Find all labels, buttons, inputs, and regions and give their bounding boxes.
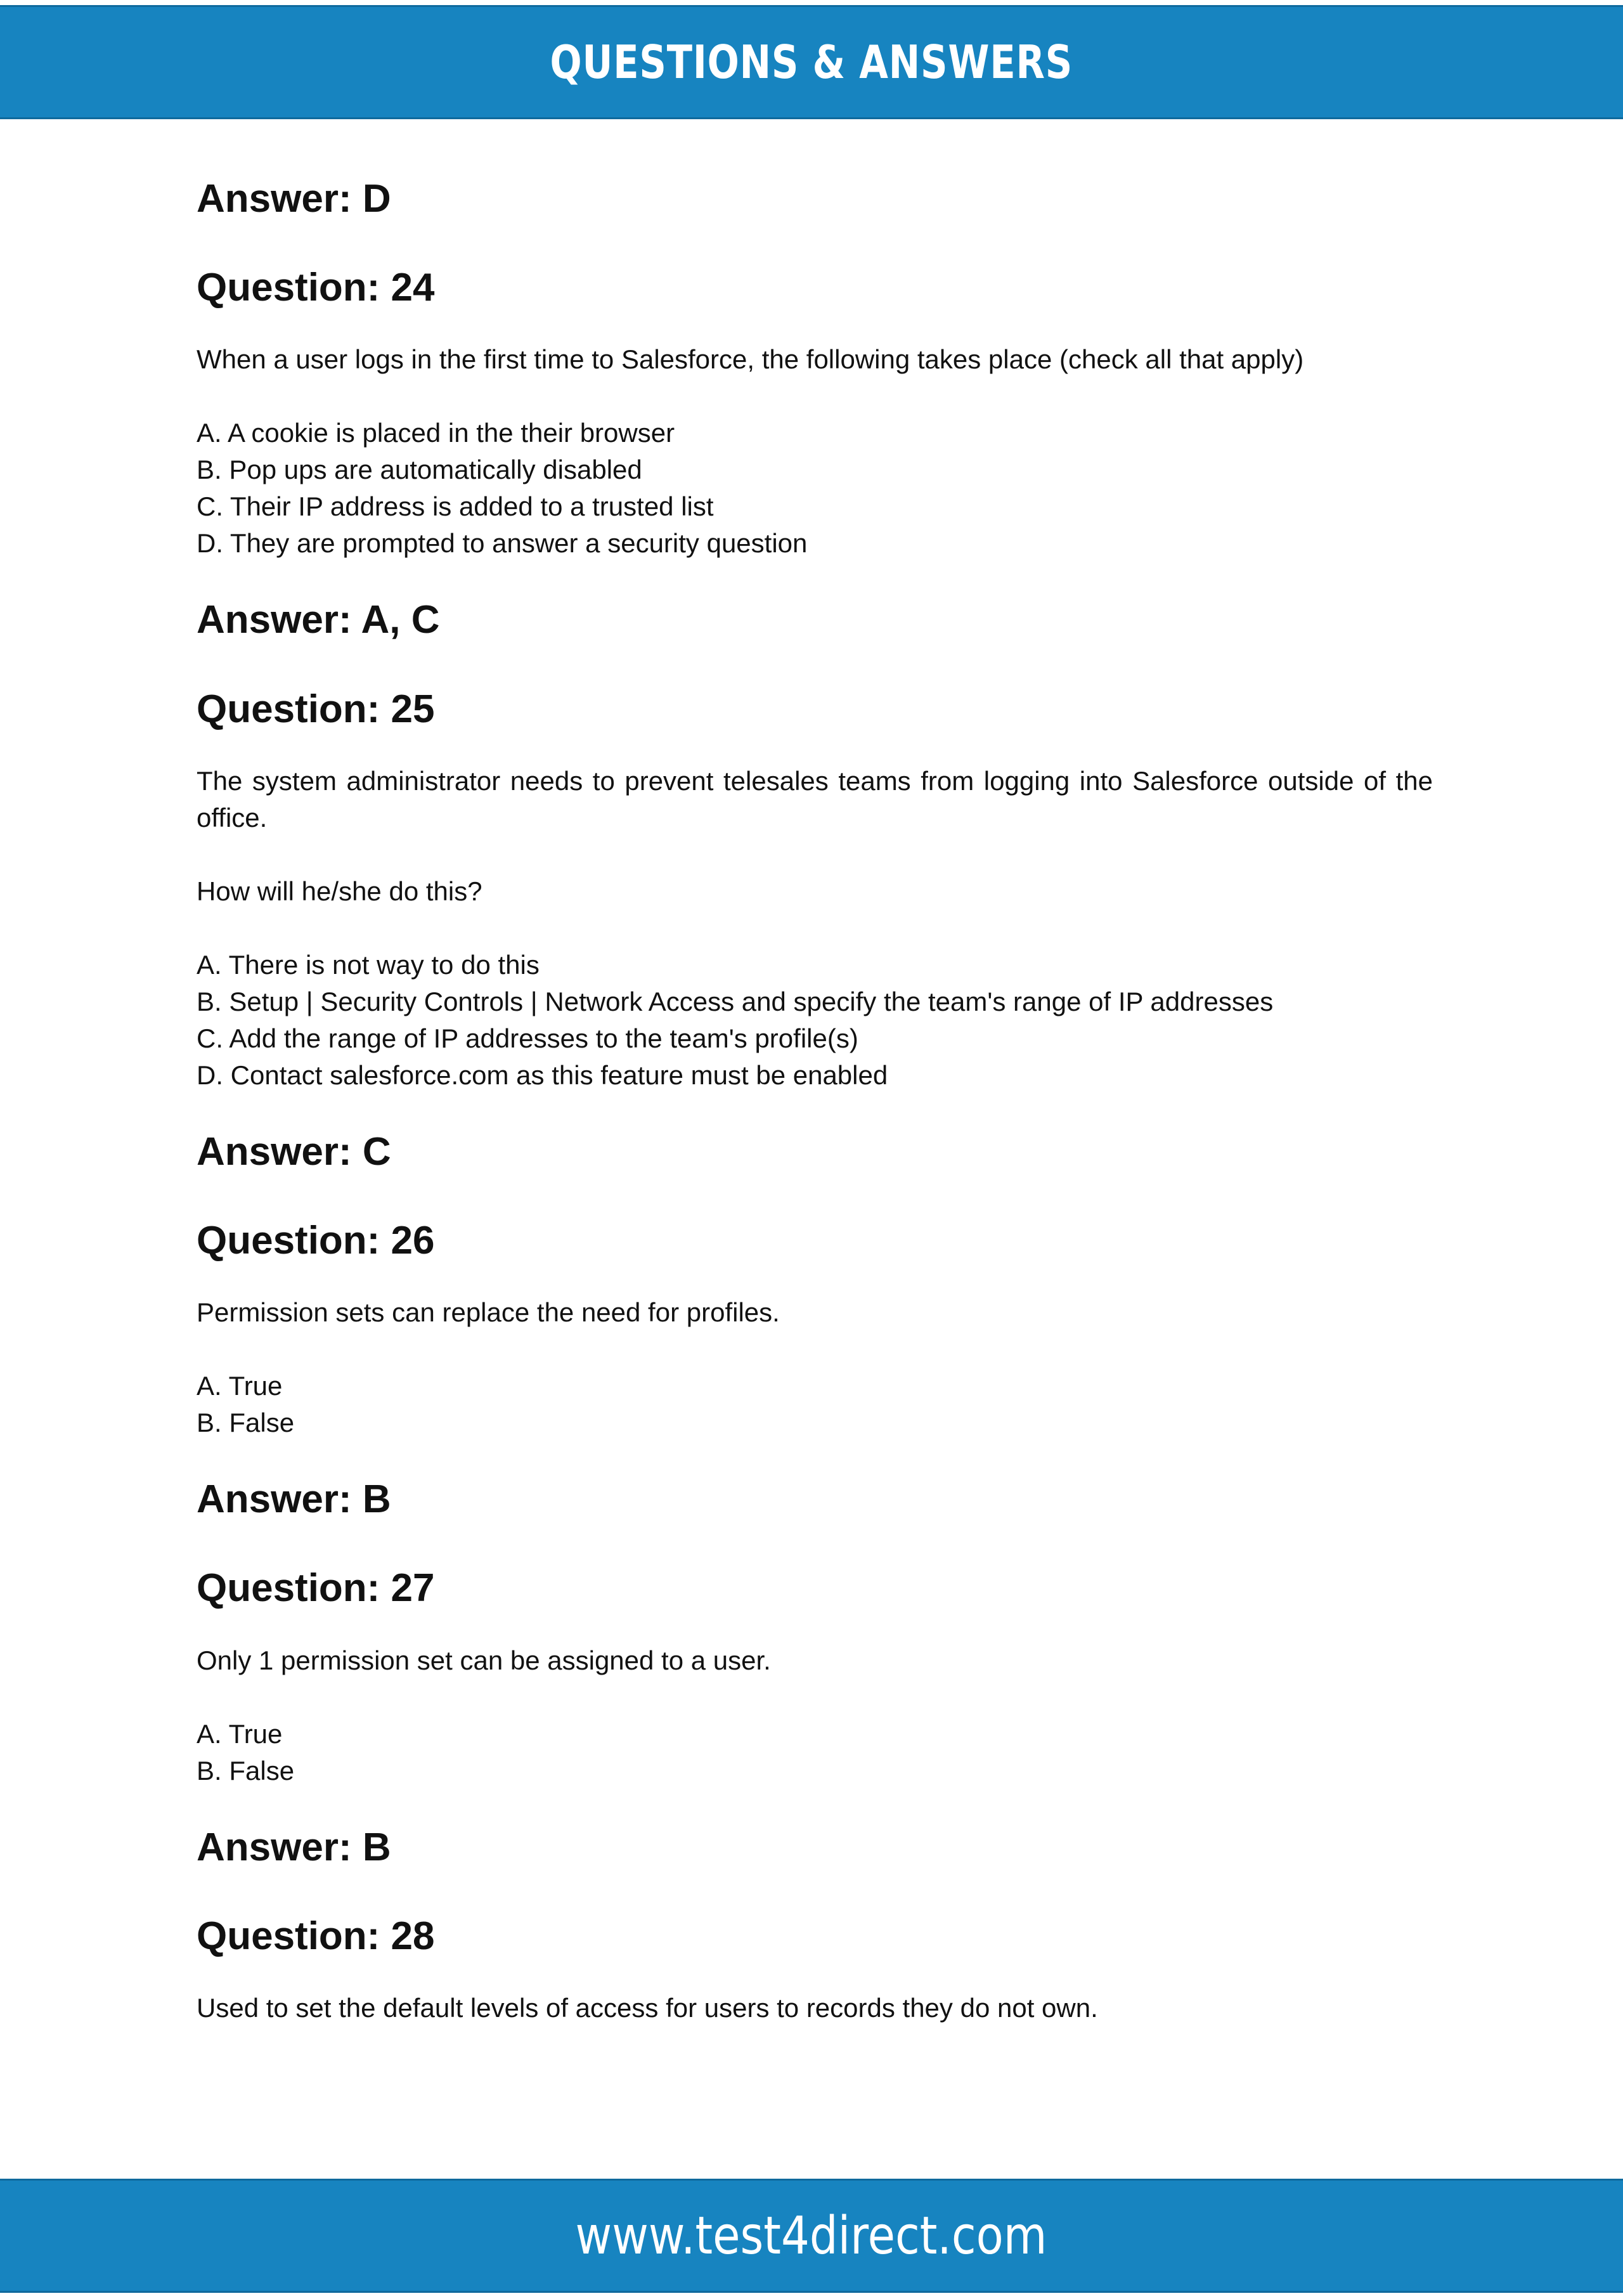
option-item: A. A cookie is placed in the their browser	[197, 418, 675, 448]
option-item: A. True	[197, 1718, 283, 1749]
question-text: Only 1 permission set can be assigned to a user.	[197, 1645, 771, 1675]
option-list	[197, 415, 1433, 562]
header-title: QUESTIONS & ANSWERS	[550, 36, 1073, 89]
option-item: B. False	[197, 1755, 295, 1786]
question-block-25	[197, 688, 1433, 1174]
question-block-27	[197, 1567, 1433, 1869]
option-item: B. Setup | Security Controls | Network Access and specify the team's range of IP addresses	[197, 986, 1274, 1016]
question-text: When a user logs in the first time to Salesforce, the following takes place (check all that apply)	[197, 344, 1304, 375]
document-body	[197, 178, 1433, 2063]
footer-banner	[0, 2179, 1623, 2293]
question-subtext: How will he/she do this?	[197, 876, 482, 906]
option-item: C. Their IP address is added to a trusted list	[197, 491, 714, 522]
option-item: D. Contact salesforce.com as this feature must be enabled	[197, 1060, 888, 1090]
option-item: D. They are prompted to answer a security question	[197, 528, 808, 559]
answer-heading: Answer: D	[197, 177, 391, 221]
option-item: A. There is not way to do this	[197, 949, 540, 980]
footer-url[interactable]: www.test4direct.com	[576, 2205, 1047, 2266]
option-item: B. Pop ups are automatically disabled	[197, 455, 642, 485]
question-text: The system administrator needs to prevent telesales teams from logging into Salesforce outside of the office.	[197, 765, 1433, 833]
question-title: Question: 27	[197, 1566, 435, 1611]
option-list	[197, 947, 1433, 1094]
question-title: Question: 25	[197, 687, 435, 731]
question-title: Question: 24	[197, 266, 435, 310]
option-item: C. Add the range of IP addresses to the team's profile(s)	[197, 1023, 858, 1053]
answer-heading: Answer: B	[197, 1477, 391, 1522]
question-title: Question: 26	[197, 1218, 435, 1262]
header-banner	[0, 5, 1623, 119]
answer-heading: Answer: A, C	[197, 598, 440, 642]
option-item: A. True	[197, 1371, 283, 1401]
option-list	[197, 1368, 1433, 1441]
answer-heading: Answer: C	[197, 1129, 391, 1174]
question-text: Used to set the default levels of access for users to records they do not own.	[197, 1992, 1098, 2023]
question-text: Permission sets can replace the need for profiles.	[197, 1297, 780, 1328]
question-title: Question: 28	[197, 1914, 435, 1958]
option-item: B. False	[197, 1408, 295, 1438]
answer-heading: Answer: B	[197, 1825, 391, 1869]
option-list	[197, 1716, 1433, 1789]
question-block-28	[197, 1915, 1433, 2027]
question-block-26	[197, 1219, 1433, 1521]
question-block-24	[197, 266, 1433, 642]
